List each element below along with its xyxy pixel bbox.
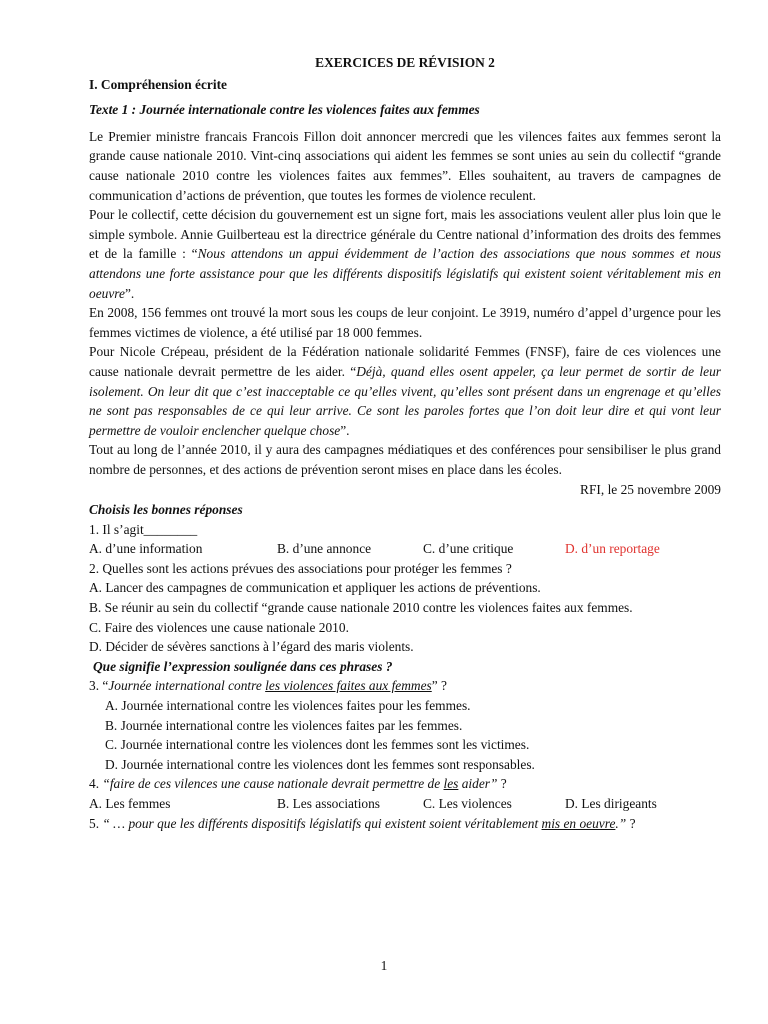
option-1b: B. d’une annonce (277, 541, 372, 557)
option-3d: D. Journée international contre les violences dont les femmes sont responsables. (105, 756, 535, 772)
paragraph-2: Pour le collectif, cette décision du gouvernement est un signe fort, mais les associations veulent aller plus loin que le simple symbole. Annie Guilberteau est la directrice générale du Centre national d’information des droits des femmes et de la famille : “Nous attendons un appui évidemment de l’action des associations que nous sommes et nous attendons une forte assistance pour que les différents dispositifs législatifs qui existent soient véritablement mis en oeuvre”. (89, 207, 721, 301)
underlined-expression: les (443, 776, 459, 792)
option-3c: C. Journée international contre les violences dont les femmes sont les victimes. (105, 737, 530, 753)
option-1a: A. d’une information (89, 541, 203, 557)
question-2 (89, 559, 721, 657)
option-3a: A. Journée international contre les violences faites pour les femmes. (105, 698, 471, 713)
source-citation: RFI, le 25 novembre 2009 (580, 482, 721, 498)
option-4c: C. Les violences (423, 795, 512, 811)
question-5 (89, 814, 721, 834)
question-1-stem: 1. Il s’agit________ (89, 521, 198, 537)
option-3b: B. Journée international contre les violences faites par les femmes. (105, 717, 463, 733)
text-title: Texte 1 : Journée internationale contre les violences faites aux femmes (89, 102, 480, 118)
paragraph-4: Pour Nicole Crépeau, président de la Fédération nationale solidarité Femmes (FNSF), faire de ces violences une cause nationale devrait permettre de les aider. “Déjà, quand elles osent appeler, ça leur permet de sortir de leur isolement. On leur dit que c’est inacceptable ce qu’elles vivent, qu’elles sont présent dans un engrenage et qu’elles ne sont pas responsables de ce qui leur arrive. Ce sont les paroles fortes que l’on doit leur dire et qui vont leur permettre de vouloir enclencher quelque chose”. (89, 344, 721, 438)
question-5-stem: 5. “ … pour que les différents dispositifs législatifs qui existent soient véritablement mis en oeuvre.” ? (89, 815, 636, 831)
question-4 (89, 774, 721, 813)
paragraph-5: Tout au long de l’année 2010, il y aura des campagnes médiatiques et des conférences pour sensibiliser le plus grand nombre de personnes, et des actions de prévention seront mises en place dans les écoles. (89, 442, 721, 477)
paragraph-3: En 2008, 156 femmes ont trouvé la mort sous les coups de leur conjoint. Le 3919, numéro d’appel d’urgence pour les femmes victimes de violence, a été utilisé par 18 000 femmes. (89, 305, 721, 340)
option-4a: A. Les femmes (89, 795, 171, 811)
document-page (89, 50, 721, 833)
question-4-stem: 4. “faire de ces vilences une cause nationale devrait permettre de les aider” ? (89, 776, 507, 792)
page-number: 1 (380, 958, 388, 973)
quote-guilberteau: Nous attendons un appui évidemment de l’action des associations que nous sommes et nous attendons une forte assistance pour que les différents dispositifs législatifs qui existent soient véritablement mis en oeuvre (89, 246, 721, 301)
option-1c: C. d’une critique (423, 541, 514, 557)
instruction-choose: Choisis les bonnes réponses (89, 502, 243, 518)
question-3-stem: 3. “Journée international contre les violences faites aux femmes” ? (89, 678, 447, 694)
option-4b: B. Les associations (277, 795, 381, 811)
question-1 (89, 520, 721, 559)
option-1d-highlighted: D. d’un reportage (565, 541, 660, 557)
section-heading: I. Compréhension écrite (89, 76, 227, 92)
underlined-expression: les violences faites aux femmes (265, 678, 432, 694)
option-2b: B. Se réunir au sein du collectif “grande cause nationale 2010 contre les violences faites aux femmes. (89, 600, 633, 616)
instruction-underlined: Que signifie l’expression soulignée dans ces phrases ? (93, 658, 393, 674)
quote-crepeau: Déjà, quand elles osent appeler, ça leur permet de sortir de leur isolement. On leur dit que c’est inacceptable ce qu’elles vivent, qu’elles sont présent dans un engrenage et qu’elles ne sont pas responsables de ce qui leur arrive. Ce sont les paroles fortes que l’on doit leur dire et qui vont leur permettre de vouloir enclencher quelque chose (89, 363, 721, 438)
paragraph-1: Le Premier ministre francais Francois Fillon doit annoncer mercredi que les vilences faites aux femmes seront la grande cause nationale 2010. Vint-cinq associations qui aident les femmes se sont unies au sein du collectif “grande cause nationale 2010 contre les violences faites aux femmes”. Elles souhaitent, au travers de campagnes de communication d’actions de prévention, que toutes les formes de violence reculent. (89, 128, 721, 203)
page-title: EXERCICES DE RÉVISION 2 (315, 55, 495, 70)
question-2-stem: 2. Quelles sont les actions prévues des associations pour protéger les femmes ? (89, 560, 512, 576)
option-2c: C. Faire des violences une cause nationale 2010. (89, 619, 349, 635)
option-2d: D. Décider de sévères sanctions à l’égard des maris violents. (89, 639, 414, 655)
question-3 (89, 676, 721, 774)
option-2a: A. Lancer des campagnes de communication et appliquer les actions de préventions. (89, 580, 541, 596)
question-1-options (89, 539, 721, 559)
underlined-expression: mis en oeuvre (541, 815, 616, 831)
article-body (89, 127, 721, 480)
option-4d: D. Les dirigeants (565, 795, 657, 811)
question-4-options (89, 794, 721, 814)
